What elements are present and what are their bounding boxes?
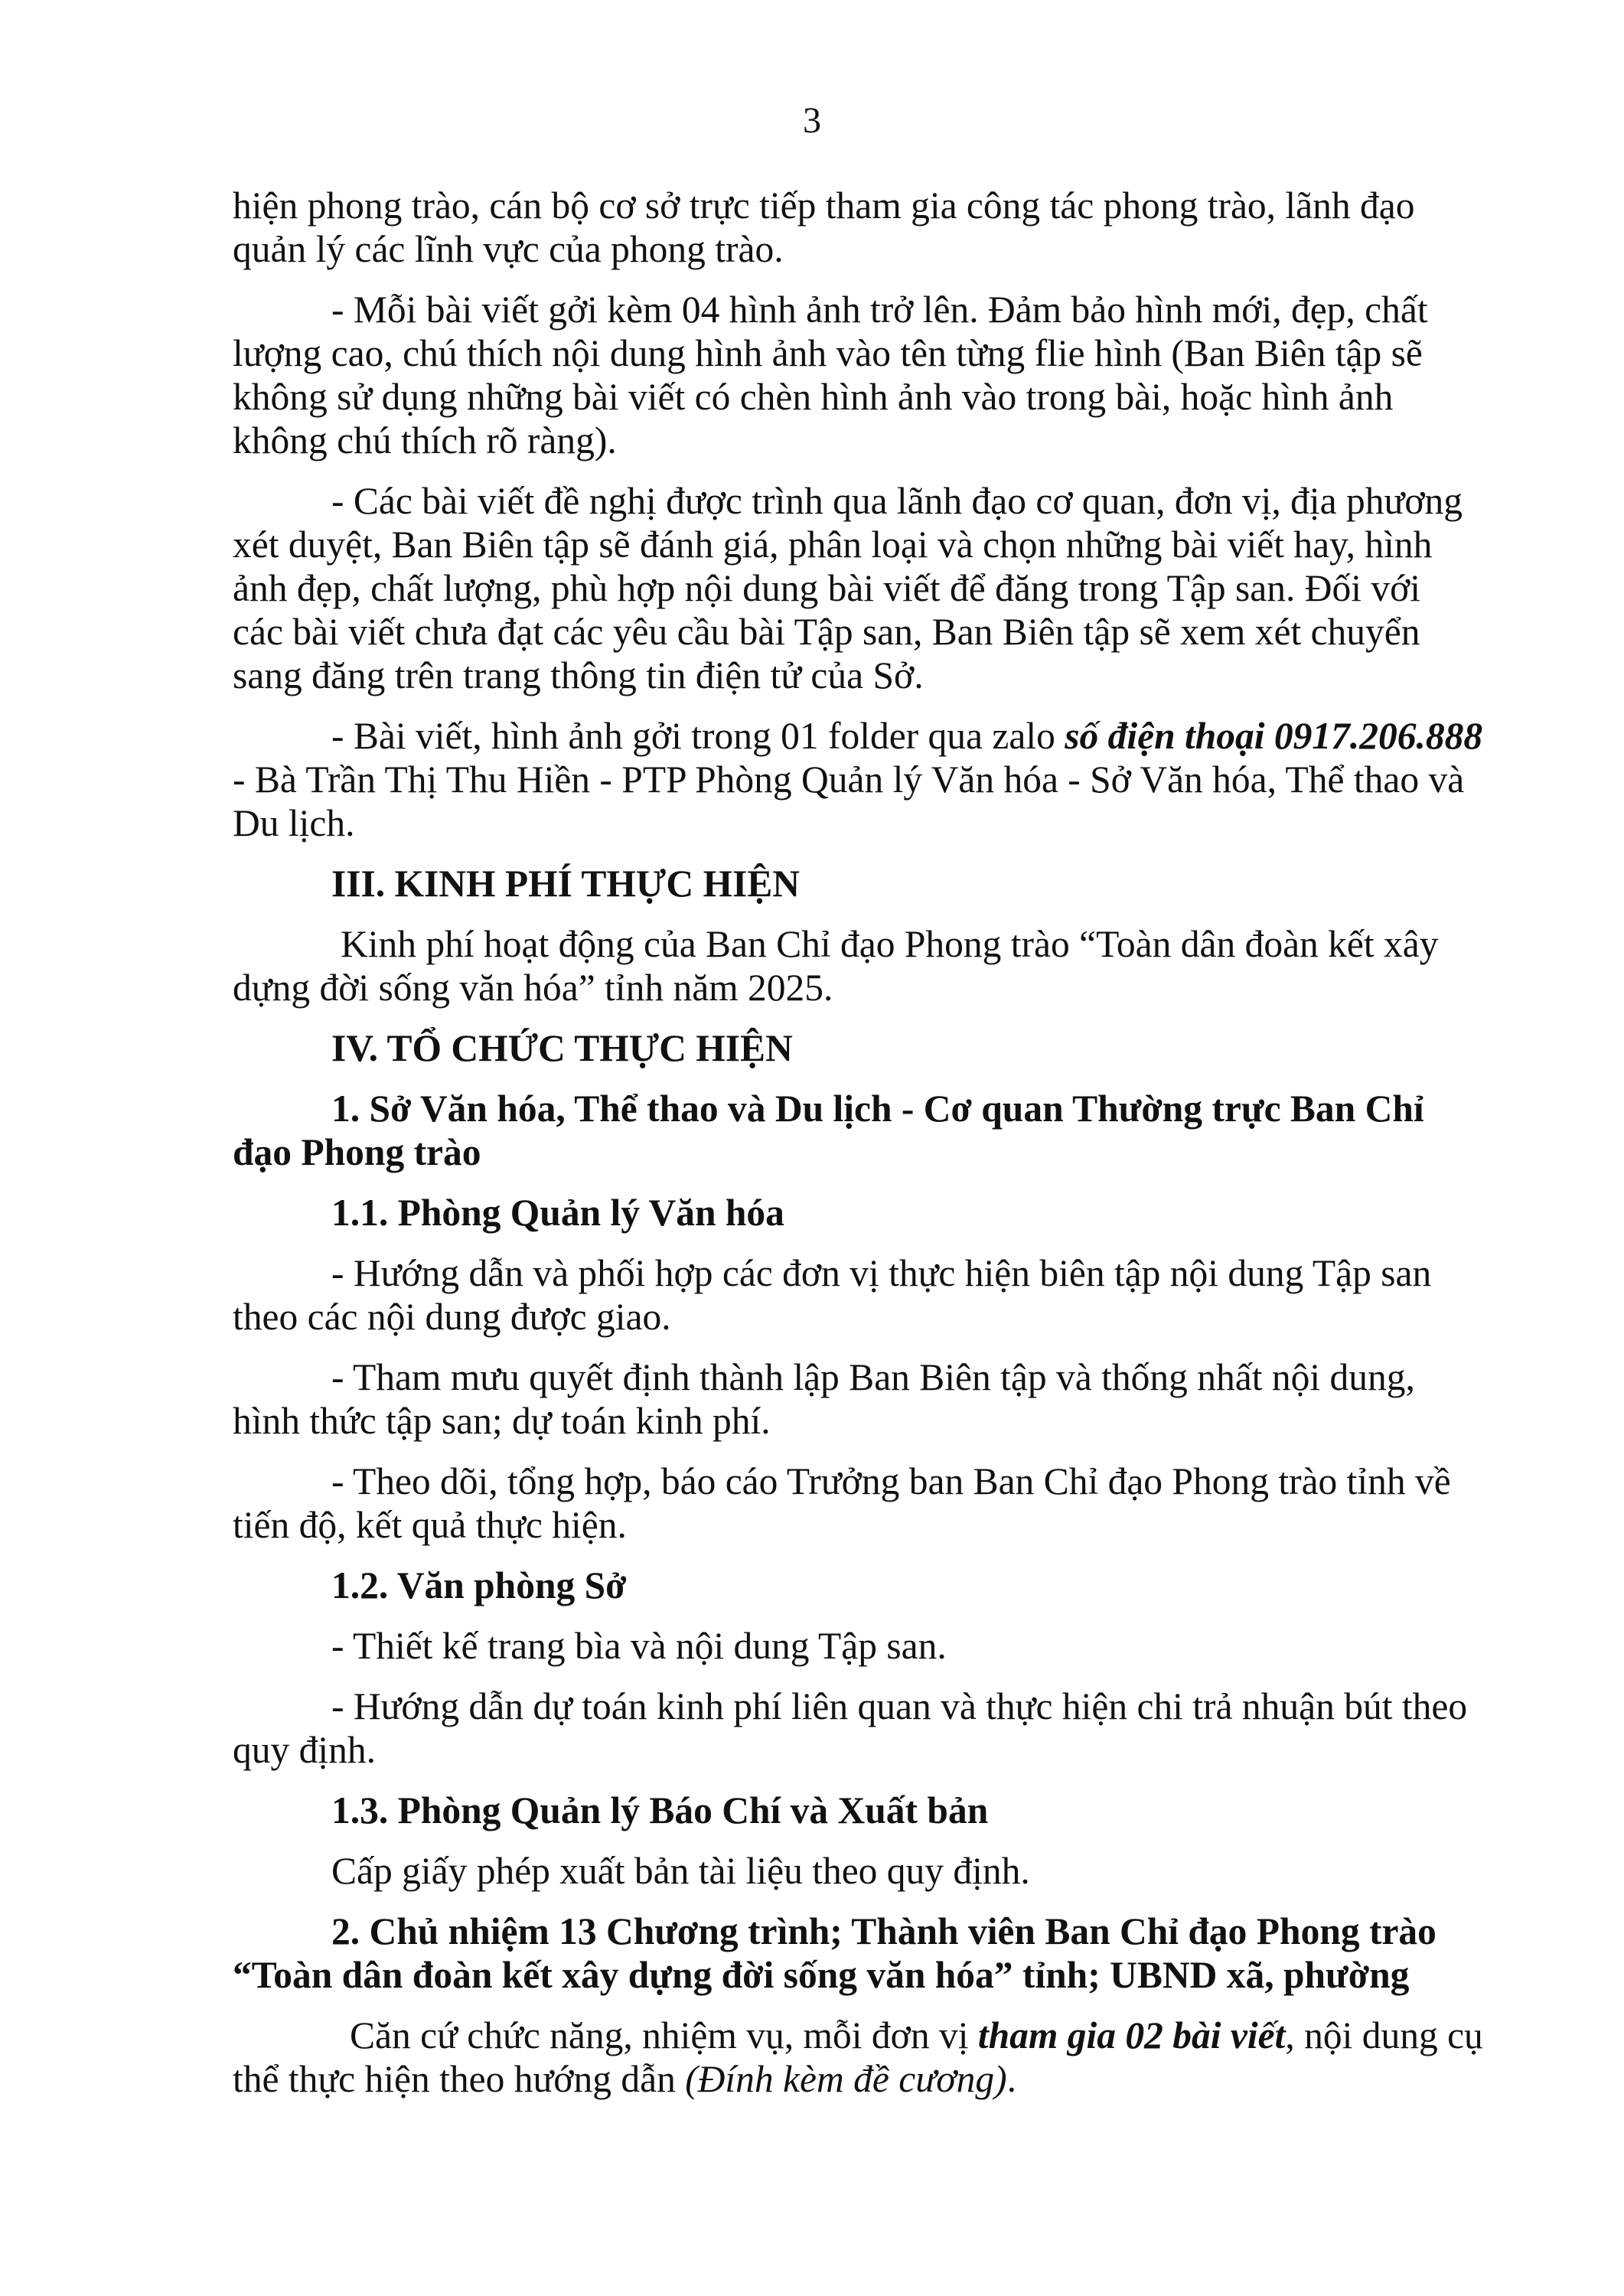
paragraph-license [233, 1849, 1468, 1893]
heading-text: đạo Phong trào [233, 1131, 481, 1173]
paragraph-funding [233, 922, 1468, 1009]
section-heading-iv [233, 1026, 1468, 1070]
text-run: , nội dung cụ [1285, 2014, 1483, 2056]
text-line [233, 2014, 1483, 2057]
text-line: không chú thích rõ ràng). [233, 419, 617, 461]
subsection-heading-1-3 [233, 1789, 1468, 1832]
text-line [233, 2057, 1468, 2101]
text-line: quản lý các lĩnh vực của phong trào. [233, 228, 784, 270]
emphasis-text: tham gia 02 bài viết [977, 2014, 1286, 2056]
text-line: Cấp giấy phép xuất bản tài liệu theo quy định. [331, 1850, 1030, 1892]
heading-text: IV. TỔ CHỨC THỰC HIỆN [331, 1027, 793, 1069]
paragraph-review-process [233, 479, 1468, 697]
text-line: - Hướng dẫn dự toán kinh phí liên quan và thực hiện chi trả nhuận bút theo [331, 1685, 1468, 1727]
paragraph-submission-contact [233, 714, 1483, 845]
text-line: - Thiết kế trang bìa và nội dung Tập san. [331, 1625, 947, 1667]
heading-text: 1. Sở Văn hóa, Thể thao và Du lịch - Cơ quan Thường trực Ban Chỉ [331, 1088, 1424, 1130]
text-line: Du lịch. [233, 802, 355, 844]
text-line: hiện phong trào, cán bộ cơ sở trực tiếp tham gia công tác phong trào, lãnh đạo [233, 184, 1415, 227]
subsection-heading-2 [233, 1910, 1468, 1997]
text-run: Căn cứ chức năng, nhiệm vụ, mỗi đơn vị [350, 2014, 978, 2056]
text-line: xét duyệt, Ban Biên tập sẽ đánh giá, phân loại và chọn những bài viết hay, hình [233, 523, 1433, 566]
section-heading-iii [233, 862, 1468, 905]
text-line: dựng đời sống văn hóa” tỉnh năm 2025. [233, 967, 833, 1009]
text-line: - Các bài viết đề nghị được trình qua lãnh đạo cơ quan, đơn vị, địa phương [331, 480, 1463, 522]
text-line: lượng cao, chú thích nội dung hình ảnh vào tên từng flie hình (Ban Biên tập sẽ [233, 332, 1423, 374]
paragraph-continuation [233, 184, 1468, 271]
paragraph-images-requirement [233, 288, 1468, 462]
heading-text: “Toàn dân đoàn kết xây dựng đời sống văn hóa” tỉnh; UBND xã, phường [233, 1954, 1410, 1996]
document-body [233, 184, 1483, 2118]
heading-text: III. KINH PHÍ THỰC HIỆN [331, 863, 800, 905]
subsection-heading-1 [233, 1087, 1468, 1174]
text-line: không sử dụng những bài viết có chèn hình ảnh vào trong bài, hoặc hình ảnh [233, 376, 1394, 418]
page-number: 3 [803, 100, 821, 141]
text-line: - Bà Trần Thị Thu Hiền - PTP Phòng Quản lý Văn hóa - Sở Văn hóa, Thể thao và [233, 758, 1465, 801]
paragraph-guidance [233, 1251, 1468, 1339]
text-line: các bài viết chưa đạt các yêu cầu bài Tập san, Ban Biên tập sẽ xem xét chuyển [233, 611, 1420, 653]
paragraph-budget [233, 1684, 1468, 1772]
subsection-heading-1-1 [233, 1191, 1468, 1234]
text-line: - Mỗi bài viết gởi kèm 04 hình ảnh trở lên. Đảm bảo hình mới, đẹp, chất [331, 289, 1428, 331]
heading-text: 2. Chủ nhiệm 13 Chương trình; Thành viên Ban Chỉ đạo Phong trào [331, 1910, 1436, 1952]
text-line: - Theo dõi, tổng hợp, báo cáo Trưởng ban Ban Chỉ đạo Phong trào tỉnh về [331, 1460, 1451, 1502]
text-run: - Bài viết, hình ảnh gởi trong 01 folder qua zalo [331, 715, 1065, 757]
text-line: - Hướng dẫn và phối hợp các đơn vị thực hiện biên tập nội dung Tập san [331, 1252, 1432, 1294]
attachment-note: (Đính kèm đề cương) [685, 2058, 1007, 2100]
text-run: thể thực hiện theo hướng dẫn [233, 2058, 686, 2100]
text-line: quy định. [233, 1729, 377, 1771]
text-line: ảnh đẹp, chất lượng, phù hợp nội dung bài viết để đăng trong Tập san. Đối với [233, 567, 1421, 609]
phone-number: số điện thoại 0917.206.888 [1065, 715, 1483, 757]
text-line: hình thức tập san; dự toán kinh phí. [233, 1400, 771, 1442]
subsection-heading-1-2 [233, 1564, 1468, 1607]
paragraph-monitor [233, 1459, 1468, 1547]
text-run: . [1006, 2058, 1016, 2100]
text-line: - Tham mưu quyết định thành lập Ban Biên tập và thống nhất nội dung, [331, 1356, 1415, 1398]
text-line: theo các nội dung được giao. [233, 1296, 671, 1338]
heading-text: 1.1. Phòng Quản lý Văn hóa [331, 1192, 784, 1234]
text-line: tiến độ, kết quả thực hiện. [233, 1504, 627, 1546]
text-line: Kinh phí hoạt động của Ban Chỉ đạo Phong trào “Toàn dân đoàn kết xây [341, 923, 1439, 965]
text-line: sang đăng trên trang thông tin điện tử của Sở. [233, 654, 924, 696]
heading-text: 1.3. Phòng Quản lý Báo Chí và Xuất bản [331, 1789, 989, 1831]
text-line [233, 714, 1483, 758]
paragraph-advise [233, 1355, 1468, 1443]
paragraph-design [233, 1624, 1468, 1668]
paragraph-participation [233, 2014, 1483, 2101]
heading-text: 1.2. Văn phòng Sở [331, 1564, 627, 1606]
